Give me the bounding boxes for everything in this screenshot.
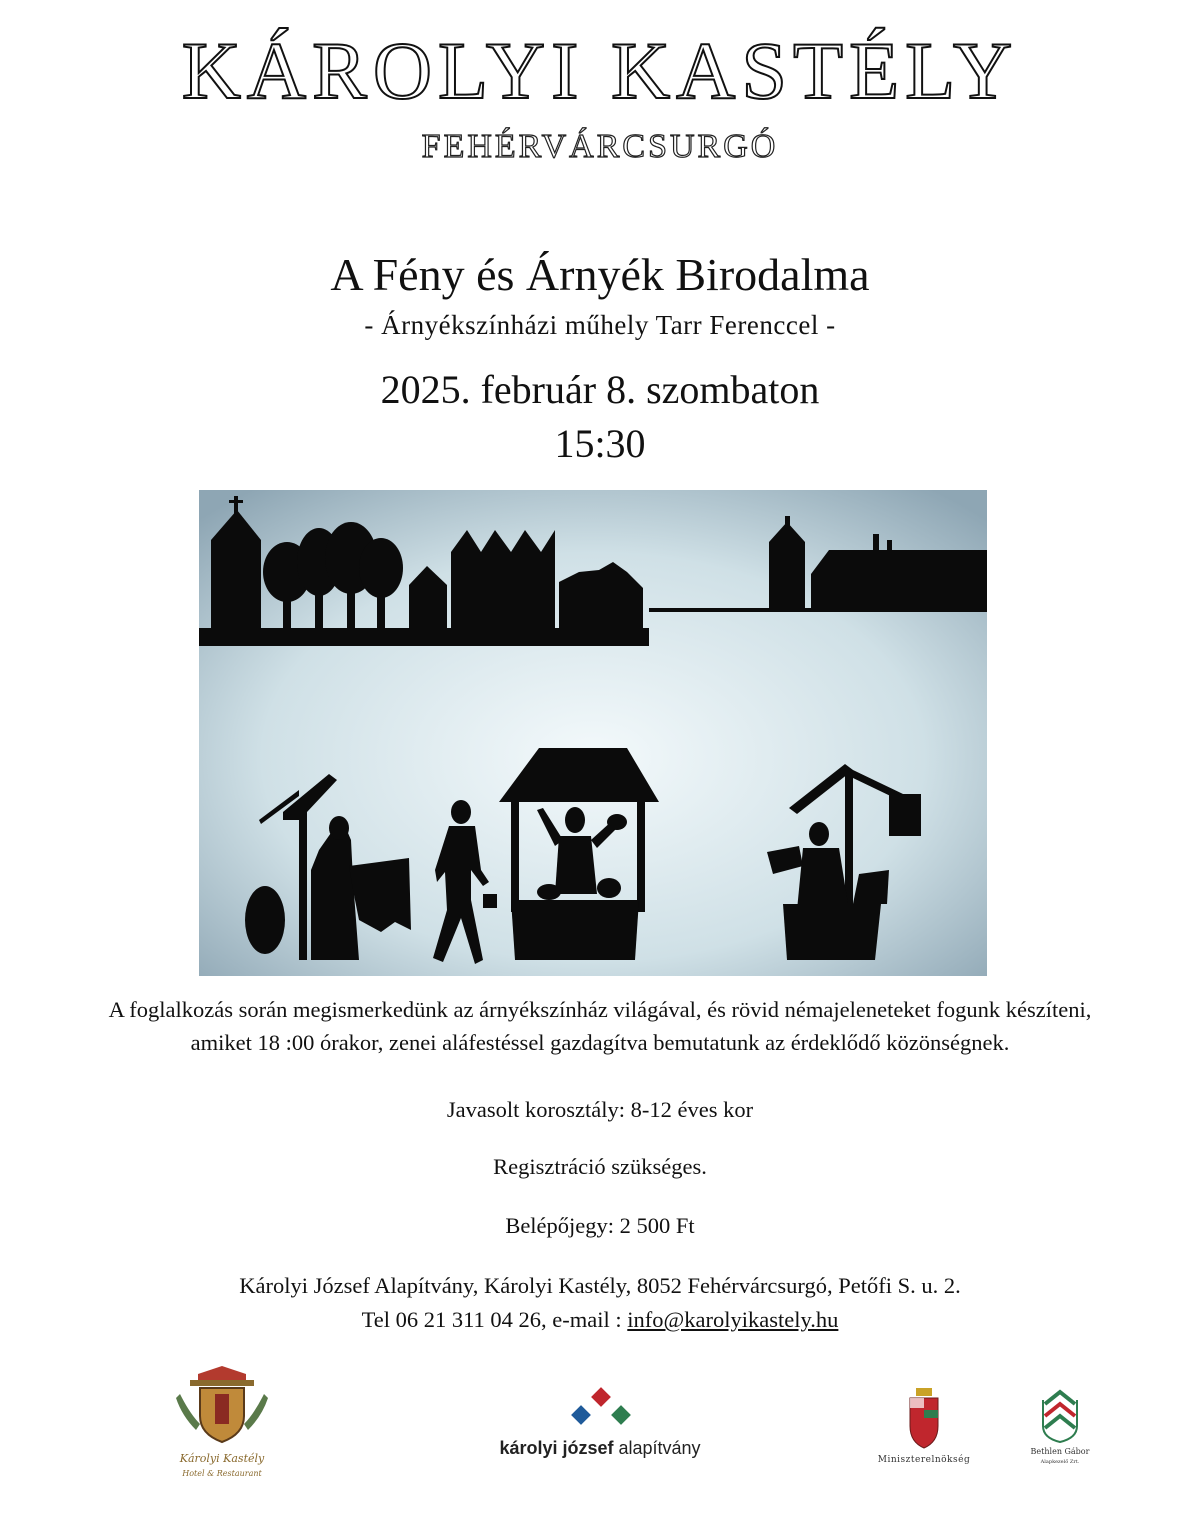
email-link[interactable]: info@karolyikastely.hu	[627, 1307, 839, 1332]
age-recommendation: Javasolt korosztály: 8-12 éves kor	[446, 1097, 754, 1122]
registration-note: Regisztráció szükséges.	[493, 1154, 707, 1179]
svg-text:károlyi józsef alapítvány	[499, 1438, 700, 1458]
bethlen-line2: Alapkezelő Zrt.	[1040, 1459, 1080, 1465]
ticket-price: Belépőjegy: 2 500 Ft	[505, 1213, 695, 1238]
event-date: 2025. február 8. szombaton	[380, 367, 820, 412]
venue-title: KÁROLYI KASTÉLY	[181, 25, 1019, 116]
coat-of-arms-icon	[176, 1366, 268, 1442]
alapitvany-rest: alapítvány	[613, 1438, 701, 1458]
shadow-theatre-illustration	[199, 490, 987, 976]
organizer-address: Károlyi József Alapítvány, Károlyi Kastély, 8052 Fehérvárcsurgó, Petőfi S. u. 2.	[239, 1273, 961, 1298]
karolyi-kastely-logo	[160, 1364, 285, 1484]
contact-line	[0, 1303, 1200, 1336]
event-time: 15:30	[554, 421, 646, 466]
bethlen-shield-icon	[1043, 1392, 1077, 1442]
venue-location: FEHÉRVÁRCSURGÓ	[421, 128, 779, 165]
alapitvany-bold: károlyi józsef	[499, 1438, 614, 1458]
bethlen-line1: Bethlen Gábor	[1030, 1447, 1090, 1456]
event-subtitle: - Árnyékszínházi műhely Tarr Ferenccel -	[364, 310, 836, 340]
miniszterelnokseg-label: Miniszterelnökség	[877, 1455, 971, 1465]
event-title: A Fény és Árnyék Birodalma	[330, 249, 870, 300]
hungarian-crest-icon	[910, 1388, 938, 1448]
contact-phone: Tel 06 21 311 04 26, e-mail :	[361, 1307, 628, 1332]
kastely-logo-line2: Hotel & Restaurant	[182, 1469, 262, 1478]
event-description: A foglalkozás során megismerkedünk az árnyékszínház világával, és rövid némajeleneteket fogunk készíteni, amiket 18 :00 órakor, zenei aláfestéssel gazdagítva bemutatunk az érdeklődő közönségnek.	[108, 997, 1092, 1055]
miniszterelnokseg-logo	[858, 1386, 990, 1466]
diamonds-icon	[571, 1387, 631, 1425]
bethlen-gabor-alapkezelo-logo	[1015, 1386, 1105, 1466]
karolyi-jozsef-alapitvany-logo	[480, 1384, 720, 1464]
kastely-logo-line1: Károlyi Kastély	[179, 1452, 265, 1465]
